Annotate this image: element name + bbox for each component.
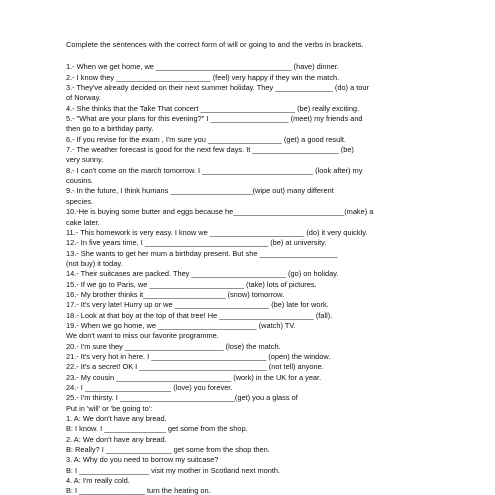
worksheet-line: Put in 'will' or 'be going to': [66, 403, 153, 413]
worksheet-line: cousins. [66, 176, 94, 186]
worksheet-line: 7.- The weather forecast is good for the next few days. It _____________________ (be) [66, 145, 354, 155]
worksheet-line: 1.- When we get home, we _________________________________ (have) dinner. [66, 62, 339, 72]
worksheet-line: 4. A: I'm really cold. [66, 476, 130, 486]
worksheet-line: B: I know. I _______________ get some from the shop. [66, 424, 248, 434]
worksheet-line: 5.- "What are your plans for this evening?" I ___________________ (meet) my friends and [66, 114, 363, 124]
worksheet-line: B: I ________________ turn the heating on. [66, 486, 211, 495]
worksheet-line: cake later. [66, 217, 100, 227]
worksheet-line: then go to a birthday party. [66, 124, 154, 134]
worksheet-line: 25.- I'm thirsty. I ____________________________(get) you a glass of [66, 393, 298, 403]
worksheet-line: 19.- When we go home, we ________________________ (watch) TV. [66, 320, 296, 330]
worksheet-line: very sunny. [66, 155, 104, 165]
worksheet-lines [66, 62, 438, 495]
worksheet-line: 6.- If you revise for the exam , I'm sure you __________________ (get) a good result. [66, 134, 346, 144]
worksheet-line: 24.- I _____________________ (love) you forever. [66, 383, 233, 392]
worksheet-line: 21.- It's very hot in here. I ____________________________ (open) the window. [66, 351, 331, 361]
worksheet-line: of Norway. [66, 93, 101, 103]
worksheet-line: 12.- In five years time, I ______________________________ (be) at university. [66, 238, 327, 248]
worksheet-line: 15.- If we go to Paris, we _______________________ (take) lots of pictures. [66, 279, 317, 289]
worksheet-content [66, 40, 438, 495]
worksheet-line: species. [66, 196, 94, 206]
worksheet-line: We don't want to miss our favorite programme. [66, 331, 219, 341]
worksheet-line: 2. A: We don't have any bread. [66, 434, 167, 444]
worksheet-line: 16.- My brother thinks it____________________ (snow) tomorrow. [66, 289, 285, 299]
worksheet-line: 1. A: We don't have any bread. [66, 414, 167, 424]
worksheet-line: 3. A: Why do you need to borrow my suitcase? [66, 455, 219, 465]
worksheet-line: 2.- I know they _______________________ (feel) very happy if they win the match. [66, 72, 340, 82]
worksheet-line: 13.- She wants to get her mum a birthday present. But she ___________________ [66, 248, 338, 258]
worksheet-line: 17.- It's very late! Hurry up or we _______________________ (be) late for work. [66, 300, 329, 310]
worksheet-title: Complete the sentences with the correct form of will or going to and the verbs in brackets. [66, 40, 364, 49]
worksheet-line: B: Really? I ________________ get some from the shop then. [66, 445, 270, 455]
worksheet-line: 20.- I'm sure they ________________________ (lose) the match. [66, 341, 281, 351]
worksheet-line: 11.- This homework is very easy. I know we _______________________ (do) it very quickly. [66, 227, 368, 237]
worksheet-line: (not buy) it today. [66, 258, 123, 268]
worksheet-line: 3.- They've already decided on their next summer holiday. They ______________ (do) a tour [66, 83, 369, 93]
worksheet-line: 23.- My cousin ____________________________ (work) in the UK for a year. [66, 372, 322, 382]
worksheet-line: B: I _________________ visit my mother in Scotland next month. [66, 465, 281, 475]
worksheet-line: 10.-He is buying some butter and eggs because he___________________________(make) a [66, 207, 374, 217]
worksheet-line: 9.- In the future, I think humans ____________________(wipe out) many different [66, 186, 334, 196]
worksheet-line: 22.- It's a secret! OK I _______________________________ (not tell) anyone. [66, 362, 324, 372]
worksheet-line: 14.- Their suitcases are packed. They _______________________ (go) on holiday. [66, 269, 339, 279]
worksheet-line: 4.- She thinks that the Take That concert _______________________ (be) really exciting. [66, 103, 360, 113]
worksheet-line: 8.- I can't come on the march tomorrow. I ___________________________ (look after) my [66, 165, 363, 175]
worksheet-line: 18.- Look at that boy at the top of that tree! He _______________________ (fall). [66, 310, 333, 320]
